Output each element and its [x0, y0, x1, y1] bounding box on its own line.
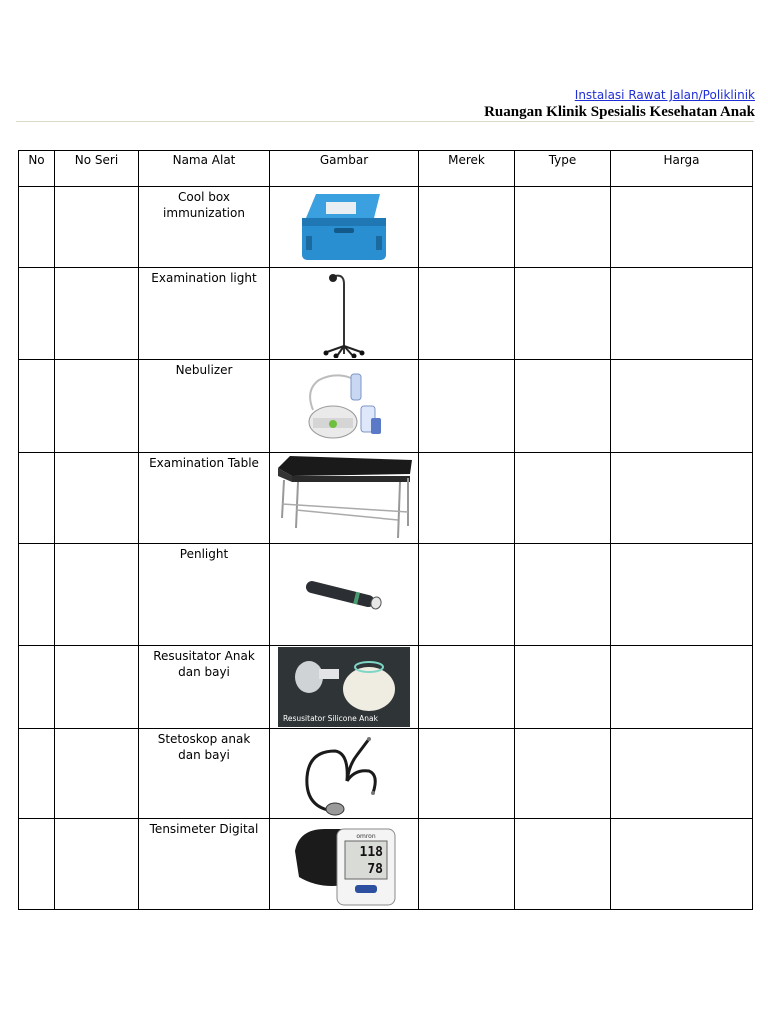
cell-no-seri — [55, 544, 139, 646]
cell-merek — [419, 268, 515, 360]
cell-type — [515, 729, 611, 819]
cell-no — [19, 729, 55, 819]
cell-harga — [611, 187, 753, 268]
header-link-poliklinik[interactable]: Instalasi Rawat Jalan/Poliklinik — [574, 88, 755, 102]
cell-nama-alat: Penlight — [139, 544, 270, 646]
column-header-type: Type — [515, 151, 611, 187]
table-row — [19, 544, 753, 646]
cell-type — [515, 544, 611, 646]
table-row — [19, 268, 753, 360]
cell-no — [19, 819, 55, 910]
cell-nama-alat: Tensimeter Digital — [139, 819, 270, 910]
cell-type — [515, 646, 611, 729]
cell-gambar — [270, 646, 419, 729]
header-divider — [16, 121, 754, 122]
cell-no — [19, 187, 55, 268]
cell-nama-alat: Stetoskop anak dan bayi — [139, 729, 270, 819]
cell-no-seri — [55, 819, 139, 910]
cell-merek — [419, 544, 515, 646]
equipment-table — [18, 150, 753, 910]
cell-no — [19, 544, 55, 646]
cell-type — [515, 268, 611, 360]
table-row — [19, 187, 753, 268]
cell-gambar — [270, 268, 419, 360]
cell-no-seri — [55, 268, 139, 360]
column-header-nama-alat: Nama Alat — [139, 151, 270, 187]
cell-merek — [419, 360, 515, 453]
column-header-merek: Merek — [419, 151, 515, 187]
nebulizer-image — [299, 366, 389, 446]
cell-gambar — [270, 453, 419, 544]
examination-light-image — [309, 270, 379, 358]
page-title: Ruangan Klinik Spesialis Kesehatan Anak — [484, 104, 755, 120]
cell-no-seri — [55, 729, 139, 819]
table-row — [19, 729, 753, 819]
cell-type — [515, 187, 611, 268]
cell-gambar — [270, 729, 419, 819]
column-header-harga: Harga — [611, 151, 753, 187]
column-header-no-seri: No Seri — [55, 151, 139, 187]
cell-no — [19, 268, 55, 360]
cell-harga — [611, 268, 753, 360]
table-row — [19, 646, 753, 729]
resuscitator-caption: Resusitator Silicone Anak — [283, 714, 378, 723]
table-row — [19, 819, 753, 910]
cell-gambar — [270, 187, 419, 268]
penlight-image — [299, 575, 389, 615]
cell-harga — [611, 819, 753, 910]
cell-nama-alat: Examination light — [139, 268, 270, 360]
cell-no-seri — [55, 360, 139, 453]
cell-no-seri — [55, 453, 139, 544]
cell-merek — [419, 453, 515, 544]
cell-no — [19, 646, 55, 729]
cell-harga — [611, 453, 753, 544]
cell-merek — [419, 819, 515, 910]
cell-gambar — [270, 544, 419, 646]
cell-no — [19, 360, 55, 453]
cell-harga — [611, 646, 753, 729]
bp-monitor-brand: omron — [356, 833, 376, 840]
cell-harga — [611, 544, 753, 646]
cell-nama-alat: Resusitator Anak dan bayi — [139, 646, 270, 729]
cell-type — [515, 360, 611, 453]
cell-merek — [419, 187, 515, 268]
cell-gambar — [270, 360, 419, 453]
column-header-no: No — [19, 151, 55, 187]
cell-no-seri — [55, 646, 139, 729]
cell-nama-alat: Examination Table — [139, 453, 270, 544]
bp-monitor-systolic: 118 — [359, 845, 383, 860]
column-header-gambar: Gambar — [270, 151, 419, 187]
cell-nama-alat: Nebulizer — [139, 360, 270, 453]
cool-box-image — [296, 190, 392, 264]
table-row — [19, 453, 753, 544]
cell-type — [515, 819, 611, 910]
digital-bp-monitor-image — [289, 821, 399, 907]
cell-gambar — [270, 819, 419, 910]
table-header-row — [19, 151, 753, 187]
cell-no-seri — [55, 187, 139, 268]
cell-merek — [419, 646, 515, 729]
stethoscope-image — [299, 731, 389, 817]
resuscitator-image — [279, 647, 409, 727]
cell-harga — [611, 360, 753, 453]
examination-table-image — [274, 454, 414, 542]
cell-merek — [419, 729, 515, 819]
bp-monitor-diastolic: 78 — [367, 862, 383, 877]
cell-nama-alat: Cool box immunization — [139, 187, 270, 268]
cell-type — [515, 453, 611, 544]
cell-no — [19, 453, 55, 544]
table-row — [19, 360, 753, 453]
cell-harga — [611, 729, 753, 819]
